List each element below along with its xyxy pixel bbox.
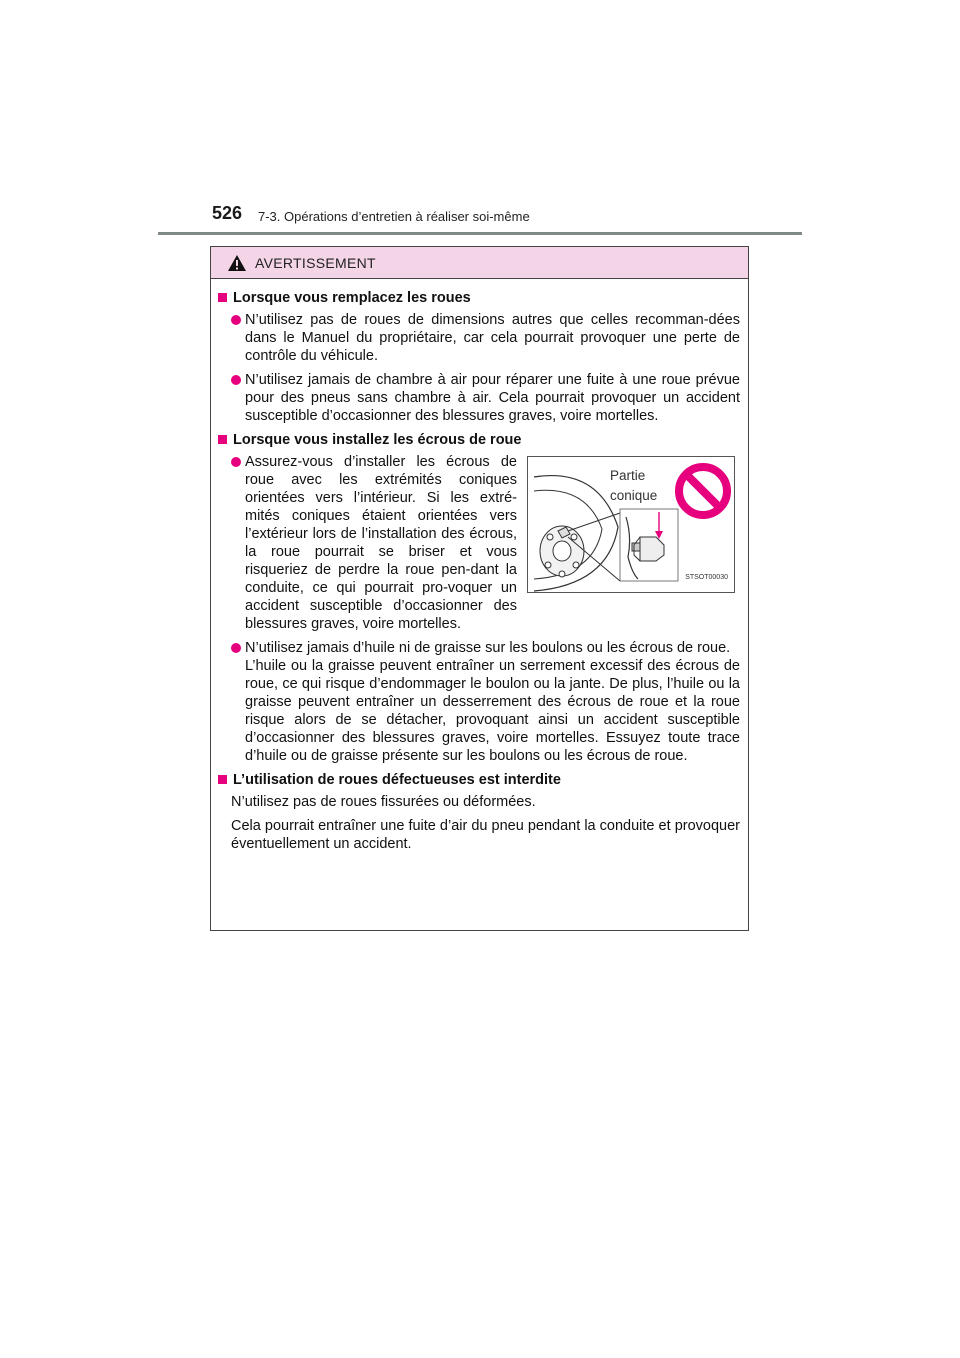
square-bullet-icon <box>218 775 227 784</box>
section-title: 7-3. Opérations d’entretien à réaliser soi-même <box>258 209 530 224</box>
list-item: Assurez-vous d’installer les écrous de roue avec les extrémités coniques orientées vers l’intérieur. Si les extré-mités coniques étaient orientées vers l’extérieur lors de l’installation des écrous, la roue pourrait se briser et vous risqueriez de perdre la roue pen-dant la conduite, ce qui pourrait pro-voquer un accident susceptible d’occasionner des blessures graves, voire mortelles. <box>231 453 517 633</box>
page-number: 526 <box>212 203 243 223</box>
bullet-dot-icon <box>231 457 241 467</box>
bullet-dot-icon <box>231 315 241 325</box>
paragraph: Cela pourrait entraîner une fuite d’air du pneu pendant la conduite et provoquer éventuellement un accident. <box>231 818 740 852</box>
figure-label: Partie conique <box>610 468 658 503</box>
list-item: N’utilisez jamais de chambre à air pour réparer une fuite à une roue prévue pour des pneus sans chambre à air. Cela pourrait provoquer un accident susceptible d’occasionner des blessures graves, voire mortelles. <box>231 371 740 425</box>
paragraph: N’utilisez pas de roues fissurées ou déformées. <box>231 794 536 810</box>
section-heading-replace-wheels: Lorsque vous remplacez les roues <box>218 289 740 307</box>
bullet-dot-icon <box>231 375 241 385</box>
list-item: N’utilisez pas de roues de dimensions autres que celles recomman-dées dans le Manuel du propriétaire, car cela pourrait provoquer une perte de contrôle du véhicule. <box>231 311 740 365</box>
warning-box <box>210 246 749 931</box>
figure-code: STSOT00030 <box>685 574 728 581</box>
header-rule <box>158 232 802 235</box>
warning-body <box>211 279 748 853</box>
square-bullet-icon <box>218 435 227 444</box>
section-heading-defective-wheels: L’utilisation de roues défectueuses est interdite <box>218 771 740 789</box>
warning-header <box>211 247 748 279</box>
list-item: N’utilisez jamais d’huile ni de graisse sur les boulons ou les écrous de roue. L’huile ou la graisse peuvent entraîner un serrement excessif des écrous de roue, ce qui risque d’endommager le boulon ou la jante. De plus, l’huile ou la graisse peuvent entraîner un desserrement des écrous de roue et la roue risque alors de se détacher, provoquant ainsi un accident susceptible d’occasionner des blessures graves, voire mortelles. Essuyez toute trace d’huile ou de graisse présente sur les boulons ou les écrous de roue. <box>231 639 740 765</box>
warning-title: AVERTISSEMENT <box>255 254 376 271</box>
bullet-dot-icon <box>231 643 241 653</box>
warning-triangle-icon <box>227 254 247 272</box>
figure-row <box>231 453 740 633</box>
wheel-nut-illustration <box>527 456 735 593</box>
square-bullet-icon <box>218 293 227 302</box>
section-heading-wheel-nuts: Lorsque vous installez les écrous de roue <box>218 431 740 449</box>
